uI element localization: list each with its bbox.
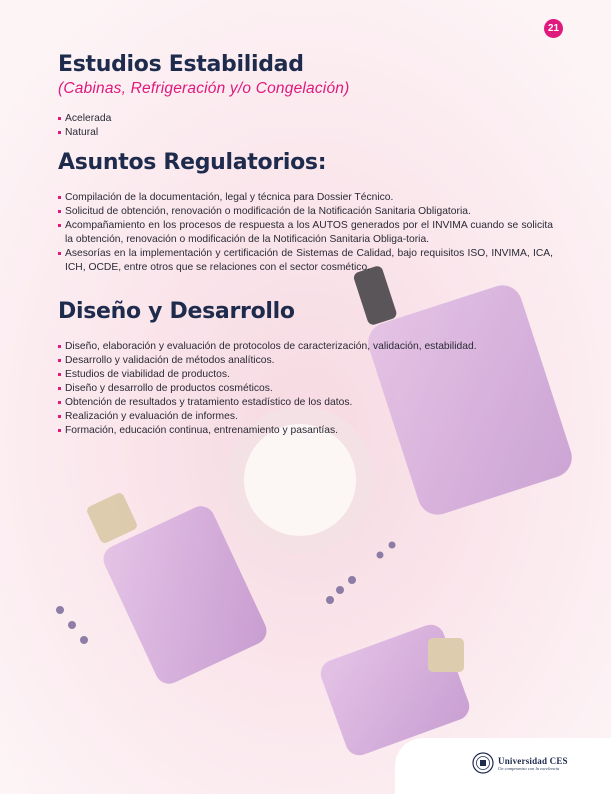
estabilidad-heading: Estudios Estabilidad: [58, 52, 304, 77]
list-item: Natural: [58, 126, 111, 140]
seal-icon: [472, 752, 494, 774]
list-item: Acompañamiento en los procesos de respuesta a los AUTOS generados por el INVIMA cuando se solicita la obtención, renovación o modificación de la Notificación Sanitaria Obliga-toria.: [58, 219, 553, 247]
logo-name: Universidad CES: [498, 755, 568, 766]
page-number-badge: 21: [544, 19, 563, 38]
list-item: Obtención de resultados y tratamiento estadístico de los datos.: [58, 396, 477, 410]
list-item: Realización y evaluación de informes.: [58, 410, 477, 424]
list-item: Asesorías en la implementación y certificación de Sistemas de Calidad, bajo requisitos ISO, INVIMA, ICA, ICH, OCDE, entre otros que se relaciones con el sector cosmético.: [58, 247, 553, 275]
list-item: Desarrollo y validación de métodos analíticos.: [58, 354, 477, 368]
list-item: Acelerada: [58, 112, 111, 126]
regulatorios-list: [58, 191, 553, 275]
list-item: Diseño y desarrollo de productos cosméticos.: [58, 382, 477, 396]
diseno-heading: Diseño y Desarrollo: [58, 299, 295, 324]
regulatorios-heading: Asuntos Regulatorios:: [58, 150, 327, 175]
logo-text: [498, 756, 568, 771]
estabilidad-subtitle: (Cabinas, Refrigeración y/o Congelación): [58, 80, 350, 97]
estabilidad-list: [58, 112, 111, 140]
diseno-list: [58, 340, 477, 438]
list-item: Diseño, elaboración y evaluación de protocolos de caracterización, validación, estabilidad.: [58, 340, 477, 354]
list-item: Compilación de la documentación, legal y técnica para Dossier Técnico.: [58, 191, 553, 205]
list-item: Estudios de viabilidad de productos.: [58, 368, 477, 382]
university-logo: [472, 752, 568, 774]
list-item: Solicitud de obtención, renovación o modificación de la Notificación Sanitaria Obligatoria.: [58, 205, 553, 219]
logo-tagline: Un compromiso con la excelencia: [498, 765, 560, 771]
list-item: Formación, educación continua, entrenamiento y pasantías.: [58, 424, 477, 438]
